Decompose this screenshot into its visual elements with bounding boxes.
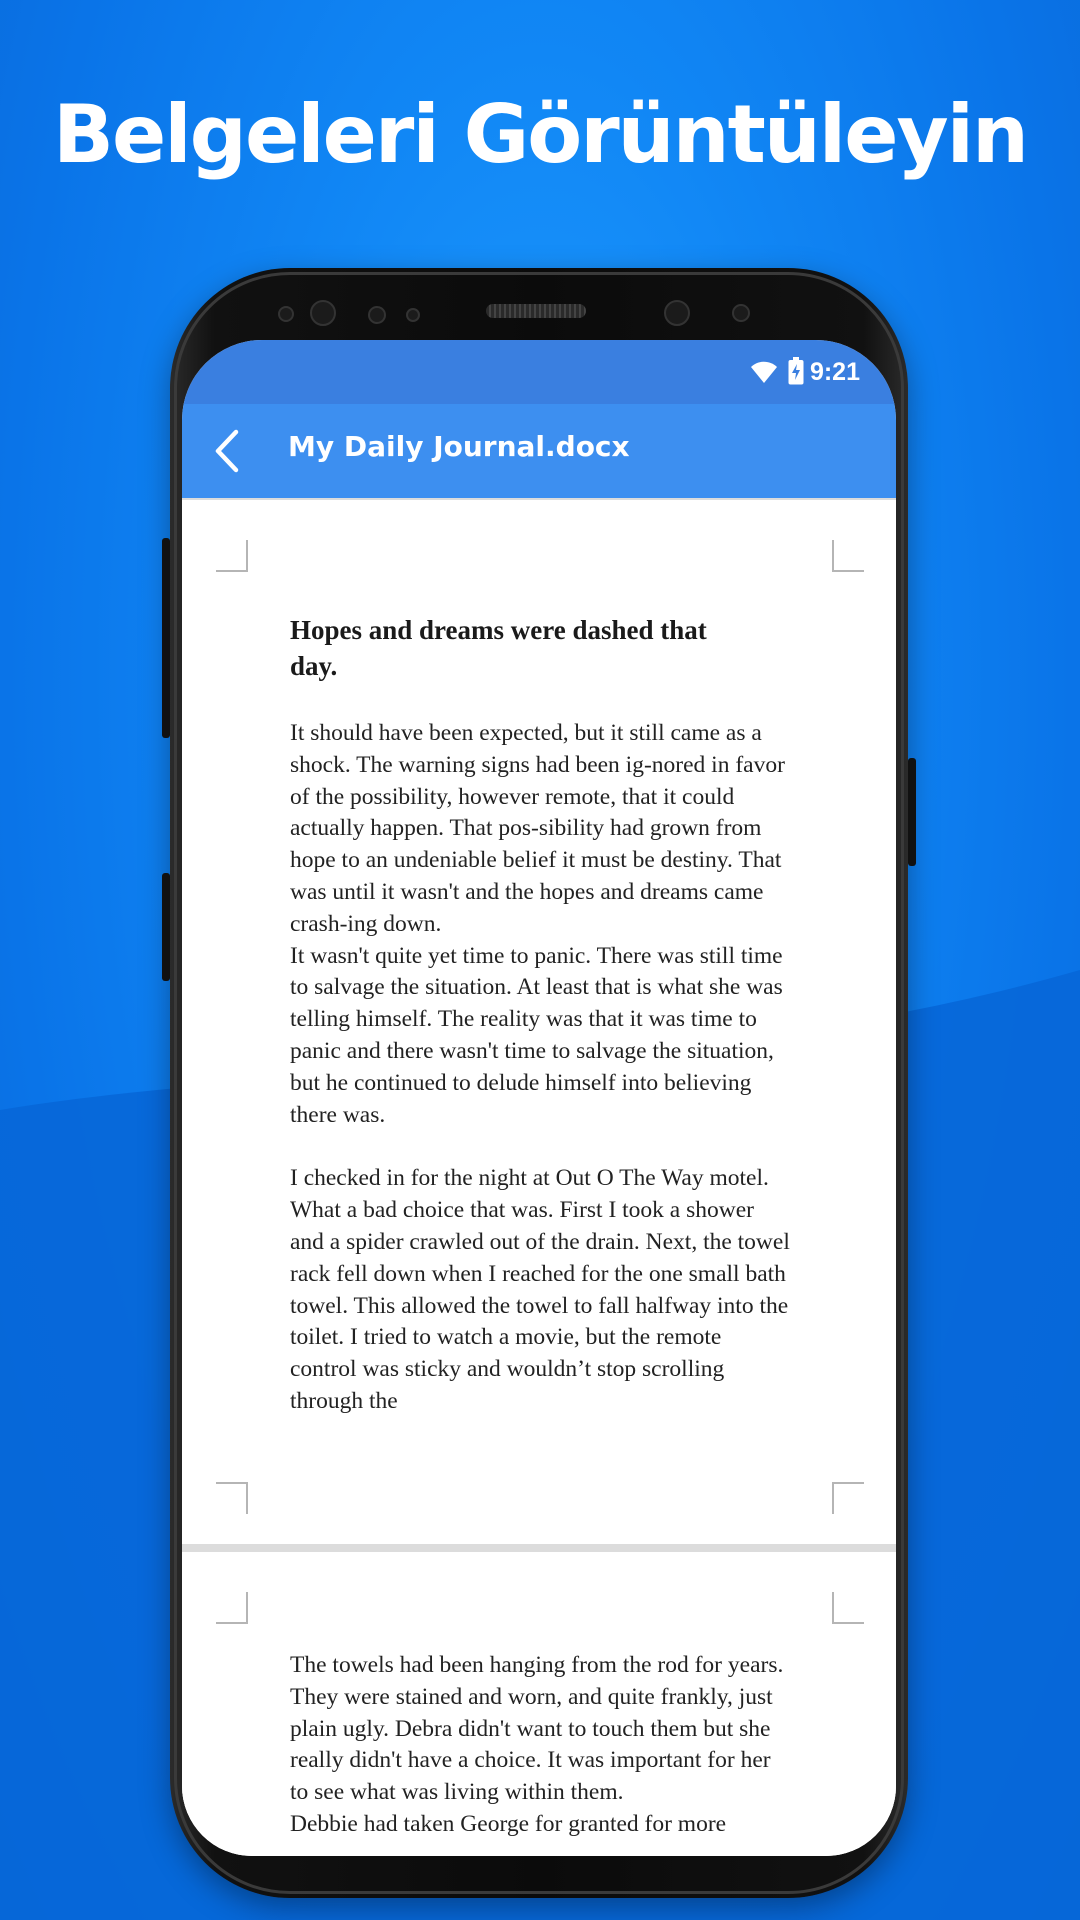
front-camera-left — [310, 300, 336, 326]
document-heading: Hopes and dreams were dashed that day. — [290, 615, 707, 681]
light-sensor — [368, 306, 386, 324]
paragraph: I checked in for the night at Out O The Way motel. What a bad choice that was. First I took a shower and a spider crawled out of the drain. Next, the towel rack fell down when I reached for the one small bath towel. This allowed the towel to fall halfway into the toilet. I tried to watch a movie, but the remote control was sticky and wouldn’t stop scrolling through the — [290, 1165, 790, 1414]
page-margin-marker — [216, 1592, 248, 1624]
proximity-sensor — [278, 306, 294, 322]
battery-charging-icon — [788, 357, 804, 385]
document-body — [290, 1650, 790, 1841]
ir-sensor — [406, 308, 420, 322]
document-body — [290, 718, 790, 1418]
page-margin-marker — [216, 1482, 248, 1514]
app-bar — [182, 404, 896, 498]
phone-screen — [182, 340, 896, 1856]
page-margin-marker — [832, 1482, 864, 1514]
wifi-icon — [750, 360, 778, 384]
iris-sensor — [732, 304, 750, 322]
document-viewer[interactable] — [182, 498, 896, 1856]
front-camera-right — [664, 300, 690, 326]
page-margin-marker — [832, 540, 864, 572]
document-page — [182, 500, 896, 1544]
earpiece-speaker — [486, 304, 586, 318]
bixby-button — [162, 873, 170, 981]
headline: Belgeleri Görüntüleyin — [53, 88, 1027, 181]
power-button — [908, 758, 916, 866]
paragraph: It wasn't quite yet time to panic. There was still time to salvage the situation. At least that is what she was telling himself. The reality was that it was time to panic and there wasn't time to salvage the situation, but he continued to delude himself into believing there was. — [290, 942, 783, 1128]
document-title: My Daily Journal.docx — [288, 430, 630, 463]
volume-button — [162, 538, 170, 738]
status-bar — [182, 340, 896, 404]
paragraph: It should have been expected, but it still came as a shock. The warning signs had been ig-nored in favor of the possibility, however remote, that it could actually happen. That pos-sibility had grown from hope to an undeniable belief it must be destiny. That was until it wasn't and the hopes and dreams came crash-ing down. — [290, 720, 785, 937]
phone-mockup — [170, 268, 908, 1898]
chevron-left-icon[interactable] — [206, 424, 250, 478]
document-page — [182, 1552, 896, 1856]
paragraph: The towels had been hanging from the rod for years. They were stained and worn, and quite frankly, just plain ugly. Debra didn't want to touch them but she really didn't have a choice. It was important for her to see what was living within them. — [290, 1652, 784, 1806]
paragraph: Debbie had taken George for granted for more — [290, 1810, 727, 1837]
page-margin-marker — [216, 540, 248, 572]
page-margin-marker — [832, 1592, 864, 1624]
status-time: 9:21 — [809, 358, 860, 386]
